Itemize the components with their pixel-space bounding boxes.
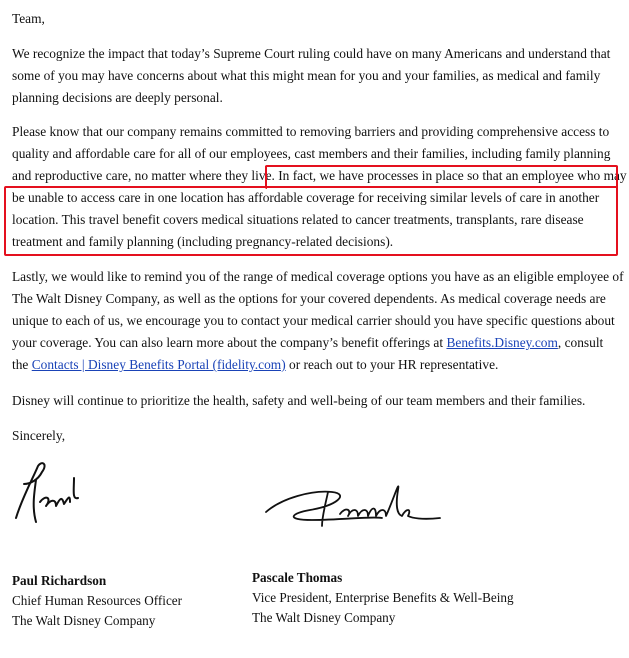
paragraph-coverage — [12, 266, 624, 376]
signature-pascale — [262, 468, 447, 530]
signer-company: The Walt Disney Company — [12, 613, 156, 628]
text-line: Lastly, we would like to remind you of the range of medical coverage options you have as an eligible employee of — [12, 269, 624, 284]
text-segment: or reach out to your HR representative. — [285, 357, 499, 372]
text-segment: , consult — [557, 335, 604, 350]
signer-title: Chief Human Resources Officer — [12, 593, 183, 608]
text-segment: your coverage. You can also learn more about the company’s benefit offerings at — [12, 335, 447, 350]
signer-name: Pascale Thomas — [252, 570, 343, 585]
text-segment: and reproductive care, no matter where they live. — [12, 168, 275, 183]
signer-pascale — [252, 568, 514, 628]
text-line: quality and affordable care for all of our employees, cast members and their families, including family planning — [12, 146, 611, 161]
highlighted-text-line: be unable to access care in one location has affordable coverage for receiving similar levels of care in another — [12, 190, 600, 205]
text-line — [12, 165, 627, 187]
benefits-disney-link[interactable]: Benefits.Disney.com — [446, 335, 558, 350]
paragraph-ruling — [12, 43, 617, 109]
highlighted-text-line: treatment and family planning (including pregnancy-related decisions). — [12, 234, 394, 249]
text-line: unique to each of us, we encourage you to contact your medical carrier should you have specific questions about — [12, 313, 615, 328]
paragraph-commitment — [12, 121, 627, 253]
text-line: planning decisions are deeply personal. — [12, 90, 223, 105]
signature-paul — [12, 458, 92, 528]
signer-company: The Walt Disney Company — [252, 610, 396, 625]
highlighted-text-start: In fact, we have processes in place so that an employee who may — [278, 168, 627, 183]
text-line: We recognize the impact that today’s Supreme Court ruling could have on many Americans and understand that — [12, 46, 611, 61]
benefits-portal-link[interactable]: Contacts | Disney Benefits Portal (fidelity.com) — [31, 357, 286, 372]
signer-title: Vice President, Enterprise Benefits & Well-Being — [252, 590, 514, 605]
greeting: Team, — [12, 11, 45, 26]
signer-paul — [12, 571, 182, 631]
text-line: The Walt Disney Company, as well as the options for your covered dependents. As medical coverage needs are — [12, 291, 606, 306]
text-line: some of you may have concerns about what this might mean for you and your families, as medical and family — [12, 68, 601, 83]
signer-name: Paul Richardson — [12, 573, 107, 588]
paragraph-priority: Disney will continue to prioritize the health, safety and well-being of our team members and their families. — [12, 393, 586, 408]
text-line: Please know that our company remains committed to removing barriers and providing comprehensive access to — [12, 124, 610, 139]
highlighted-text-line: location. This travel benefit covers medical situations related to cancer treatments, transplants, rare disease — [12, 212, 584, 227]
text-line — [12, 354, 617, 376]
text-line — [12, 332, 617, 354]
text-segment: the — [12, 357, 32, 372]
closing: Sincerely, — [12, 428, 66, 443]
